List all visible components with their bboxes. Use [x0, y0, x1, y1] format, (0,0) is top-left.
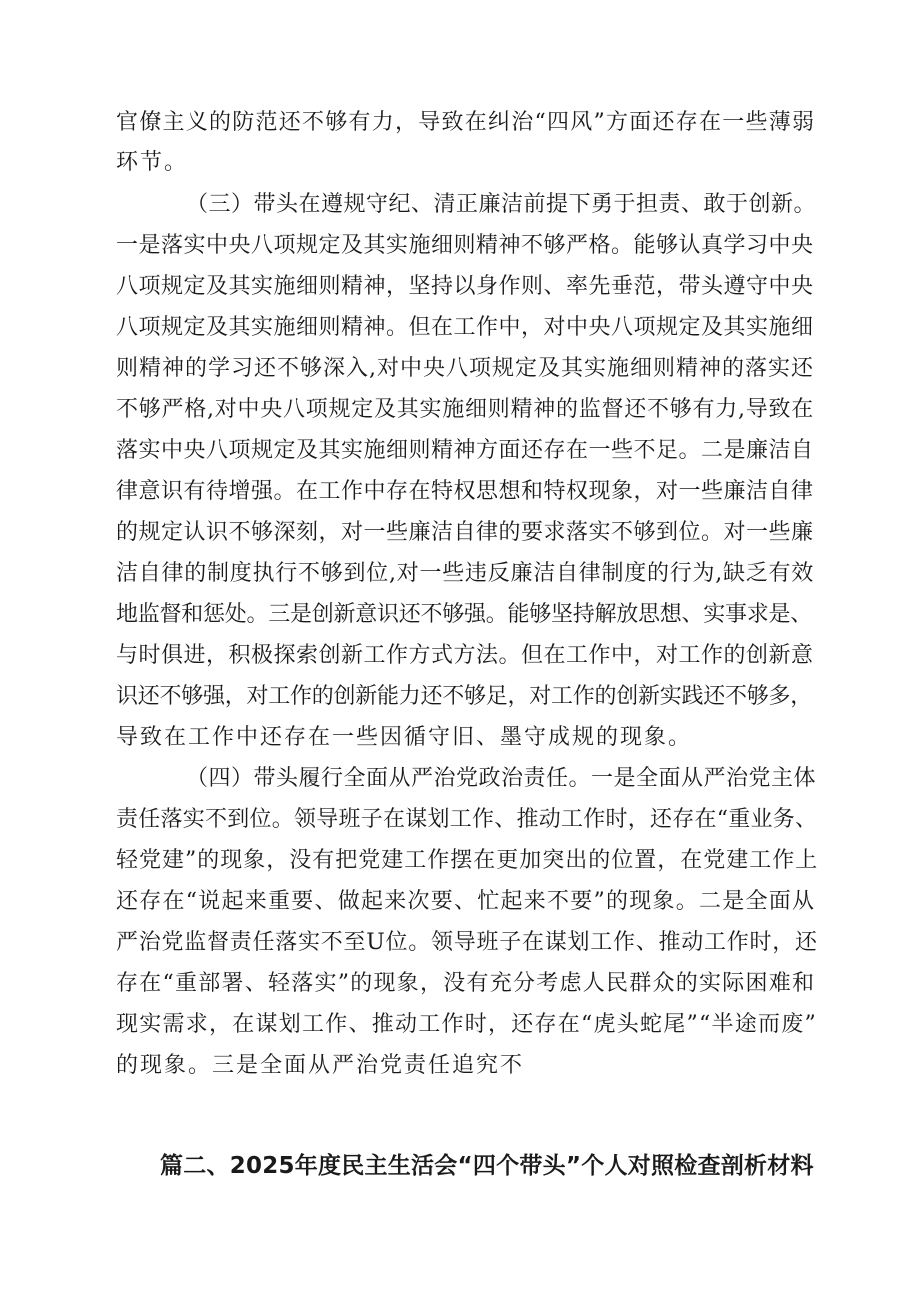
body-line: 环节。 [116, 150, 189, 175]
body-line: 导致在工作中还存在一些因循守旧、墨守成规的现象。 [116, 725, 693, 750]
body-line: 八项规定及其实施细则精神。但在工作中，对中央八项规定及其实施细 [116, 315, 814, 340]
body-line: 的规定认识不够深刻，对一些廉洁自律的要求落实不够到位。对一些廉 [116, 520, 814, 545]
body-line: 洁自律的制度执行不够到位,对一些违反廉洁自律制度的行为,缺乏有效 [116, 561, 814, 586]
section-title: 篇二、2025年度民主生活会“四个带头”个人对照检查剖析材料 [160, 1153, 814, 1179]
body-line: 不够严格,对中央八项规定及其实施细则精神的监督还不够有力,导致在 [116, 397, 814, 422]
body-line: 官僚主义的防范还不够有力，导致在纠治“四风”方面还存在一些薄弱 [116, 110, 816, 135]
body-line: 严治党监督责任落实不至U位。领导班子在谋划工作、推动工作时，还 [116, 930, 818, 955]
subheading-line: （三）带头在遵规守纪、清正廉洁前提下勇于担责、敢于创新。 [186, 192, 817, 217]
body-line: 地监督和惩处。三是创新意识还不够强。能够坚持解放思想、实事求是、 [116, 602, 813, 627]
body-line: 轻党建”的现象，没有把党建工作摆在更加突出的位置，在党建工作上 [116, 848, 819, 873]
body-line: 与时俱进，积极探索创新工作方式方法。但在工作中，对工作的创新意 [116, 643, 814, 668]
body-line: 存在“重部署、轻落实”的现象，没有充分考虑人民群众的实际困难和 [116, 971, 816, 996]
body-line: 八项规定及其实施细则精神，坚持以身作则、率先垂范，带头遵守中央 [116, 274, 814, 299]
body-line: 一是落实中央八项规定及其实施细则精神不够严格。能够认真学习中央 [116, 233, 814, 258]
body-line: 的现象。三是全面从严治党责任追究不 [116, 1053, 525, 1078]
body-line: 落实中央八项规定及其实施细则精神方面还存在一些不足。二是廉洁自 [116, 438, 814, 463]
body-line: 还存在“说起来重要、做起来次要、忙起来不要”的现象。二是全面从 [116, 889, 816, 914]
body-line: 现实需求，在谋划工作、推动工作时，还存在“虎头蛇尾”“半途而废” [116, 1012, 817, 1037]
subheading-line: （四）带头履行全面从严治党政治责任。一是全面从严治党主体 [186, 766, 817, 791]
body-line: 责任落实不到位。领导班子在谋划工作、推动工作时，还存在“重业务、 [116, 807, 818, 832]
body-line: 则精神的学习还不够深入,对中央八项规定及其实施细则精神的落实还 [116, 356, 814, 381]
body-line: 识还不够强，对工作的创新能力还不够足，对工作的创新实践还不够多， [116, 684, 813, 709]
body-line: 律意识有待增强。在工作中存在特权思想和特权现象，对一些廉洁自律 [116, 479, 814, 504]
